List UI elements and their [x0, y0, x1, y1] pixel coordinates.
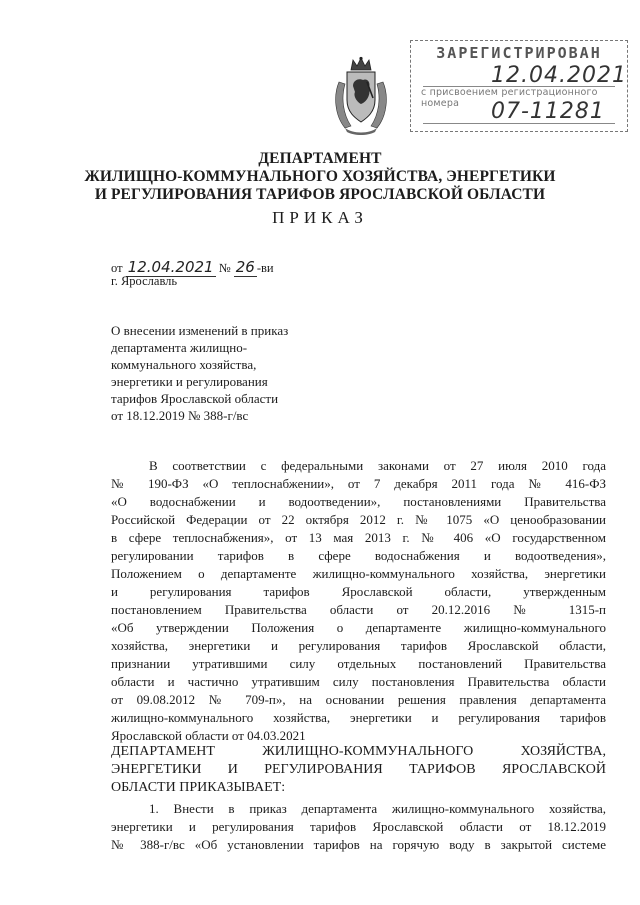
dateline-prefix: от	[111, 261, 123, 275]
body-line: постановлением Правительства области от 20.12.2016 № 1315-п	[111, 602, 606, 617]
body-line: Ярославской области от 04.03.2021	[111, 728, 306, 743]
coat-of-arms-emblem	[331, 56, 391, 136]
body-line: ЭНЕРГЕТИКИ И РЕГУЛИРОВАНИЯ ТАРИФОВ ЯРОСЛАВСКОЙ	[111, 762, 606, 777]
subject-line: тарифов Ярославской области	[111, 391, 279, 406]
body-line: Российской Федерации от 22 октября 2012 г. № 1075 «О ценообразовании	[111, 512, 606, 527]
subject-line: от 18.12.2019 № 388-г/вс	[111, 408, 249, 423]
body-line: и регулирования тарифов Ярославской области, утвержденным	[111, 584, 606, 599]
subject-line: О внесении изменений в приказ	[111, 323, 289, 338]
body-line: 1. Внести в приказ департамента жилищно-коммунального хозяйства,	[149, 801, 606, 816]
subject-line: энергетики и регулирования	[111, 374, 268, 389]
subject-line: департамента жилищно-	[111, 340, 248, 355]
body-line: «О водоснабжении и водоотведении», постановлениями Правительства	[111, 494, 606, 509]
body-line: в сфере теплоснабжения», от 13 мая 2013 г. № 406 «О государственном	[111, 530, 606, 545]
body-line: жилищно-коммунального хозяйства, энергетики и регулирования тарифов	[111, 710, 606, 725]
number-sign: №	[218, 261, 231, 275]
body-line: «Об утверждении Положения о департаменте жилищно-коммунального	[111, 620, 606, 635]
body-line: ДЕПАРТАМЕНТ ЖИЛИЩНО-КОММУНАЛЬНОГО ХОЗЯЙСТВА,	[111, 744, 606, 759]
stamp-caption: с присвоением регистрационного номера	[421, 87, 598, 109]
body-line: признании утратившими силу отдельных постановлений Правительства	[111, 656, 606, 671]
body-line: ОБЛАСТИ ПРИКАЗЫВАЕТ:	[111, 780, 286, 795]
stamp-date: 12.04.2021	[491, 63, 627, 88]
department-header-line-3: И РЕГУЛИРОВАНИЯ ТАРИФОВ ЯРОСЛАВСКОЙ ОБЛАСТИ	[94, 186, 546, 203]
subject-line: коммунального хозяйства,	[111, 357, 257, 372]
department-header-line-2: ЖИЛИЩНО-КОММУНАЛЬНОГО ХОЗЯЙСТВА, ЭНЕРГЕТИКИ	[84, 168, 556, 185]
order-date: 12.04.2021	[127, 258, 214, 276]
stamp-reg-number: 07-11281	[491, 99, 605, 124]
body-line: № 388-г/вс «Об установлении тарифов на горячую воду в закрытой системе	[111, 837, 606, 852]
stamp-title: ЗАРЕГИСТРИРОВАН	[436, 44, 602, 62]
stamp-rule	[423, 123, 615, 124]
department-header-line-1: ДЕПАРТАМЕНТ	[258, 150, 382, 167]
body-line: области и частично утратившим силу постановления Правительства области	[111, 674, 606, 689]
body-line: В соответствии с федеральными законами от 27 июля 2010 года	[149, 458, 606, 473]
city: г. Ярославль	[111, 274, 178, 288]
body-line: Положением о департаменте жилищно-коммунального хозяйства, энергетики	[111, 566, 606, 581]
order-title: ПРИКАЗ	[272, 208, 368, 227]
body-line: № 190-ФЗ «О теплоснабжении», от 7 декабря 2011 года № 416-ФЗ	[111, 476, 606, 491]
body-line: регулировании тарифов в сфере водоснабжения и водоотведения»,	[111, 548, 606, 563]
body-line: хозяйства, энергетики и регулирования тарифов Ярославской области,	[111, 638, 606, 653]
registration-stamp	[410, 40, 628, 132]
order-number: 26	[235, 258, 255, 276]
body-line: от 09.08.2012 № 709-п», на основании решения правления департамента	[111, 692, 606, 707]
body-line: энергетики и регулирования тарифов Ярославской области от 18.12.2019	[111, 819, 606, 834]
order-subject	[111, 322, 341, 424]
number-suffix: -ви	[256, 261, 274, 275]
